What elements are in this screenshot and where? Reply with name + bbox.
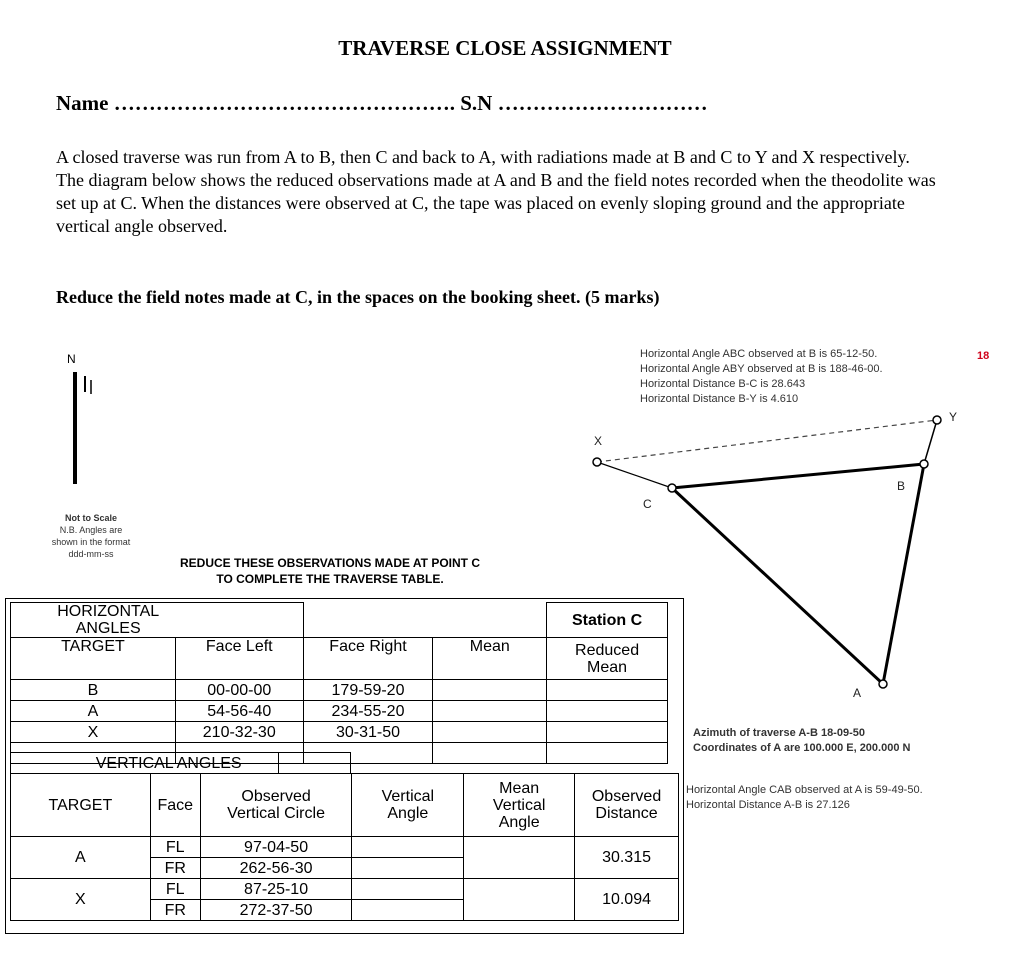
reduced-blank-cell[interactable] — [547, 701, 668, 722]
scale-note-line-2: N.B. Angles are — [59, 525, 123, 535]
header-reduced: Reduced — [575, 641, 640, 659]
target-cell: A — [11, 701, 176, 722]
point-x-marker — [593, 458, 601, 466]
v-header-observed-line: Vertical Circle — [227, 805, 325, 822]
label-x: X — [594, 434, 603, 448]
v-header-distance-line: Distance — [595, 805, 658, 822]
name-blank: …………………………………………. — [113, 91, 455, 115]
instruction-text: Reduce the field notes made at C, in the spaces on the booking sheet. (5 marks) — [56, 287, 660, 307]
vertical-angle-blank-cell[interactable] — [352, 879, 464, 900]
face-cell: FR — [150, 900, 200, 921]
v-header-observed — [200, 774, 352, 837]
scale-note-line-1: Not to Scale — [64, 513, 117, 523]
point-c-marker — [668, 484, 676, 492]
note-b-line: Horizontal Distance B-C is 28.643 — [640, 378, 806, 390]
vertical-angle-blank-cell[interactable] — [352, 900, 464, 921]
horizontal-angles-table — [10, 602, 668, 764]
observed-cell: 87-25-10 — [200, 879, 352, 900]
header-face-left: Face Left — [175, 638, 303, 680]
v-header-face: Face — [150, 774, 200, 837]
mean-blank-cell[interactable] — [433, 701, 547, 722]
v-header-mean-line: Vertical — [492, 796, 546, 814]
azimuth-note: Azimuth of traverse A-B 18-09-50 — [693, 727, 865, 739]
header-face-right: Face Right — [303, 638, 433, 680]
table-row — [11, 701, 668, 722]
north-arrow-icon — [75, 372, 91, 484]
mean-blank-cell[interactable] — [433, 722, 547, 743]
point-y-marker — [933, 416, 941, 424]
face-cell: FR — [150, 858, 200, 879]
header-reduced-mean — [547, 638, 668, 680]
vertical-angles-title: VERTICAL ANGLES — [11, 753, 279, 774]
header-target: TARGET — [11, 638, 176, 680]
coordinates-note: Coordinates of A are 100.000 E, 200.000 N — [693, 742, 911, 754]
scale-note-line-3: shown in the format — [51, 537, 131, 547]
north-label: N — [67, 352, 76, 366]
v-header-distance-line: Observed — [591, 788, 662, 805]
observations-at-a — [686, 783, 923, 813]
traverse-line-a-c — [672, 488, 883, 684]
reduce-note-line-2: TO COMPLETE THE TRAVERSE TABLE. — [216, 572, 444, 586]
document-title: TRAVERSE CLOSE ASSIGNMENT — [338, 36, 672, 60]
note-b-line: Horizontal Angle ABY observed at B is 188-46-00. — [640, 363, 883, 375]
v-header-observed-line: Observed — [241, 788, 311, 805]
sn-blank: ………………………… — [497, 91, 708, 115]
note-b-line: Horizontal Distance B-Y is 4.610 — [640, 393, 799, 405]
observed-cell: 272-37-50 — [200, 900, 352, 921]
point-a-marker — [879, 680, 887, 688]
traverse-line-b-a — [883, 464, 924, 684]
page-number: 18 — [977, 350, 990, 362]
table-row — [11, 837, 679, 858]
reduce-note — [150, 555, 510, 587]
face-cell: FL — [150, 837, 200, 858]
station-c-header: Station C — [547, 603, 668, 638]
distance-cell: 30.315 — [575, 837, 679, 879]
face-left-cell: 00-00-00 — [175, 680, 303, 701]
azimuth-coordinates-note — [693, 726, 910, 756]
v-header-mean-vertical — [464, 774, 575, 837]
v-header-vertical-line: Angle — [387, 805, 429, 822]
note-b-line: Horizontal Angle ABC observed at B is 65-12-50. — [640, 348, 878, 360]
horizontal-angles-title: HORIZONTAL ANGLES — [11, 603, 176, 638]
scale-note — [36, 512, 146, 560]
table-row — [11, 680, 668, 701]
face-right-cell: 30-31-50 — [303, 722, 433, 743]
mean-vertical-blank-cell[interactable] — [464, 837, 575, 879]
reduced-blank-cell[interactable] — [547, 722, 668, 743]
radiation-line-c-x — [597, 462, 672, 488]
reduced-blank-cell[interactable] — [547, 680, 668, 701]
v-header-distance — [575, 774, 679, 837]
vertical-angles-table — [10, 773, 679, 921]
face-left-cell: 210-32-30 — [175, 722, 303, 743]
label-a: A — [853, 686, 862, 700]
traverse-line-c-b — [672, 464, 924, 488]
table-row — [11, 879, 679, 900]
v-header-mean-line: Angle — [498, 813, 540, 831]
face-cell: FL — [150, 879, 200, 900]
target-cell: B — [11, 680, 176, 701]
face-left-cell: 54-56-40 — [175, 701, 303, 722]
v-header-vertical-angle — [352, 774, 464, 837]
label-c: C — [643, 497, 652, 511]
reduce-note-line-1: REDUCE THESE OBSERVATIONS MADE AT POINT C — [179, 556, 481, 570]
name-label: Name — [56, 91, 109, 115]
observed-cell: 97-04-50 — [200, 837, 352, 858]
face-right-cell: 234-55-20 — [303, 701, 433, 722]
point-b-marker — [920, 460, 928, 468]
header-reduced-mean-word: Mean — [587, 658, 628, 676]
v-target-cell: A — [11, 837, 151, 879]
observed-cell: 262-56-30 — [200, 858, 352, 879]
face-right-cell: 179-59-20 — [303, 680, 433, 701]
v-header-mean-line: Mean — [499, 779, 540, 797]
scale-note-line-4: ddd-mm-ss — [68, 549, 114, 559]
note-a-line: Horizontal Distance A-B is 27.126 — [686, 799, 850, 811]
observations-at-b — [640, 347, 883, 407]
label-y: Y — [949, 410, 958, 424]
v-header-vertical-line: Vertical — [381, 788, 435, 805]
vertical-angle-blank-cell[interactable] — [352, 858, 464, 879]
note-a-line: Horizontal Angle CAB observed at A is 59-49-50. — [686, 784, 923, 796]
mean-vertical-blank-cell[interactable] — [464, 879, 575, 921]
intro-paragraph-2: The diagram below shows the reduced observations made at A and B and the field notes recorded when the theodolite was set up at C. When the distances were observed at C, the tape was placed on evenly sloping ground and the appropriate vertical angle observed. — [56, 170, 936, 236]
label-b: B — [897, 479, 906, 493]
vertical-angle-blank-cell[interactable] — [352, 837, 464, 858]
v-header-target: TARGET — [11, 774, 151, 837]
vertical-angles-title-row — [10, 752, 351, 774]
radiation-line-x-y — [597, 420, 937, 462]
distance-cell: 10.094 — [575, 879, 679, 921]
v-target-cell: X — [11, 879, 151, 921]
mean-blank-cell[interactable] — [433, 680, 547, 701]
sn-label: S.N — [460, 91, 493, 115]
radiation-line-b-y — [924, 420, 937, 464]
target-cell: X — [11, 722, 176, 743]
table-row — [11, 722, 668, 743]
header-mean: Mean — [433, 638, 547, 680]
intro-paragraph-1: A closed traverse was run from A to B, then C and back to A, with radiations made at B and C to Y and X respectively. — [56, 147, 910, 167]
